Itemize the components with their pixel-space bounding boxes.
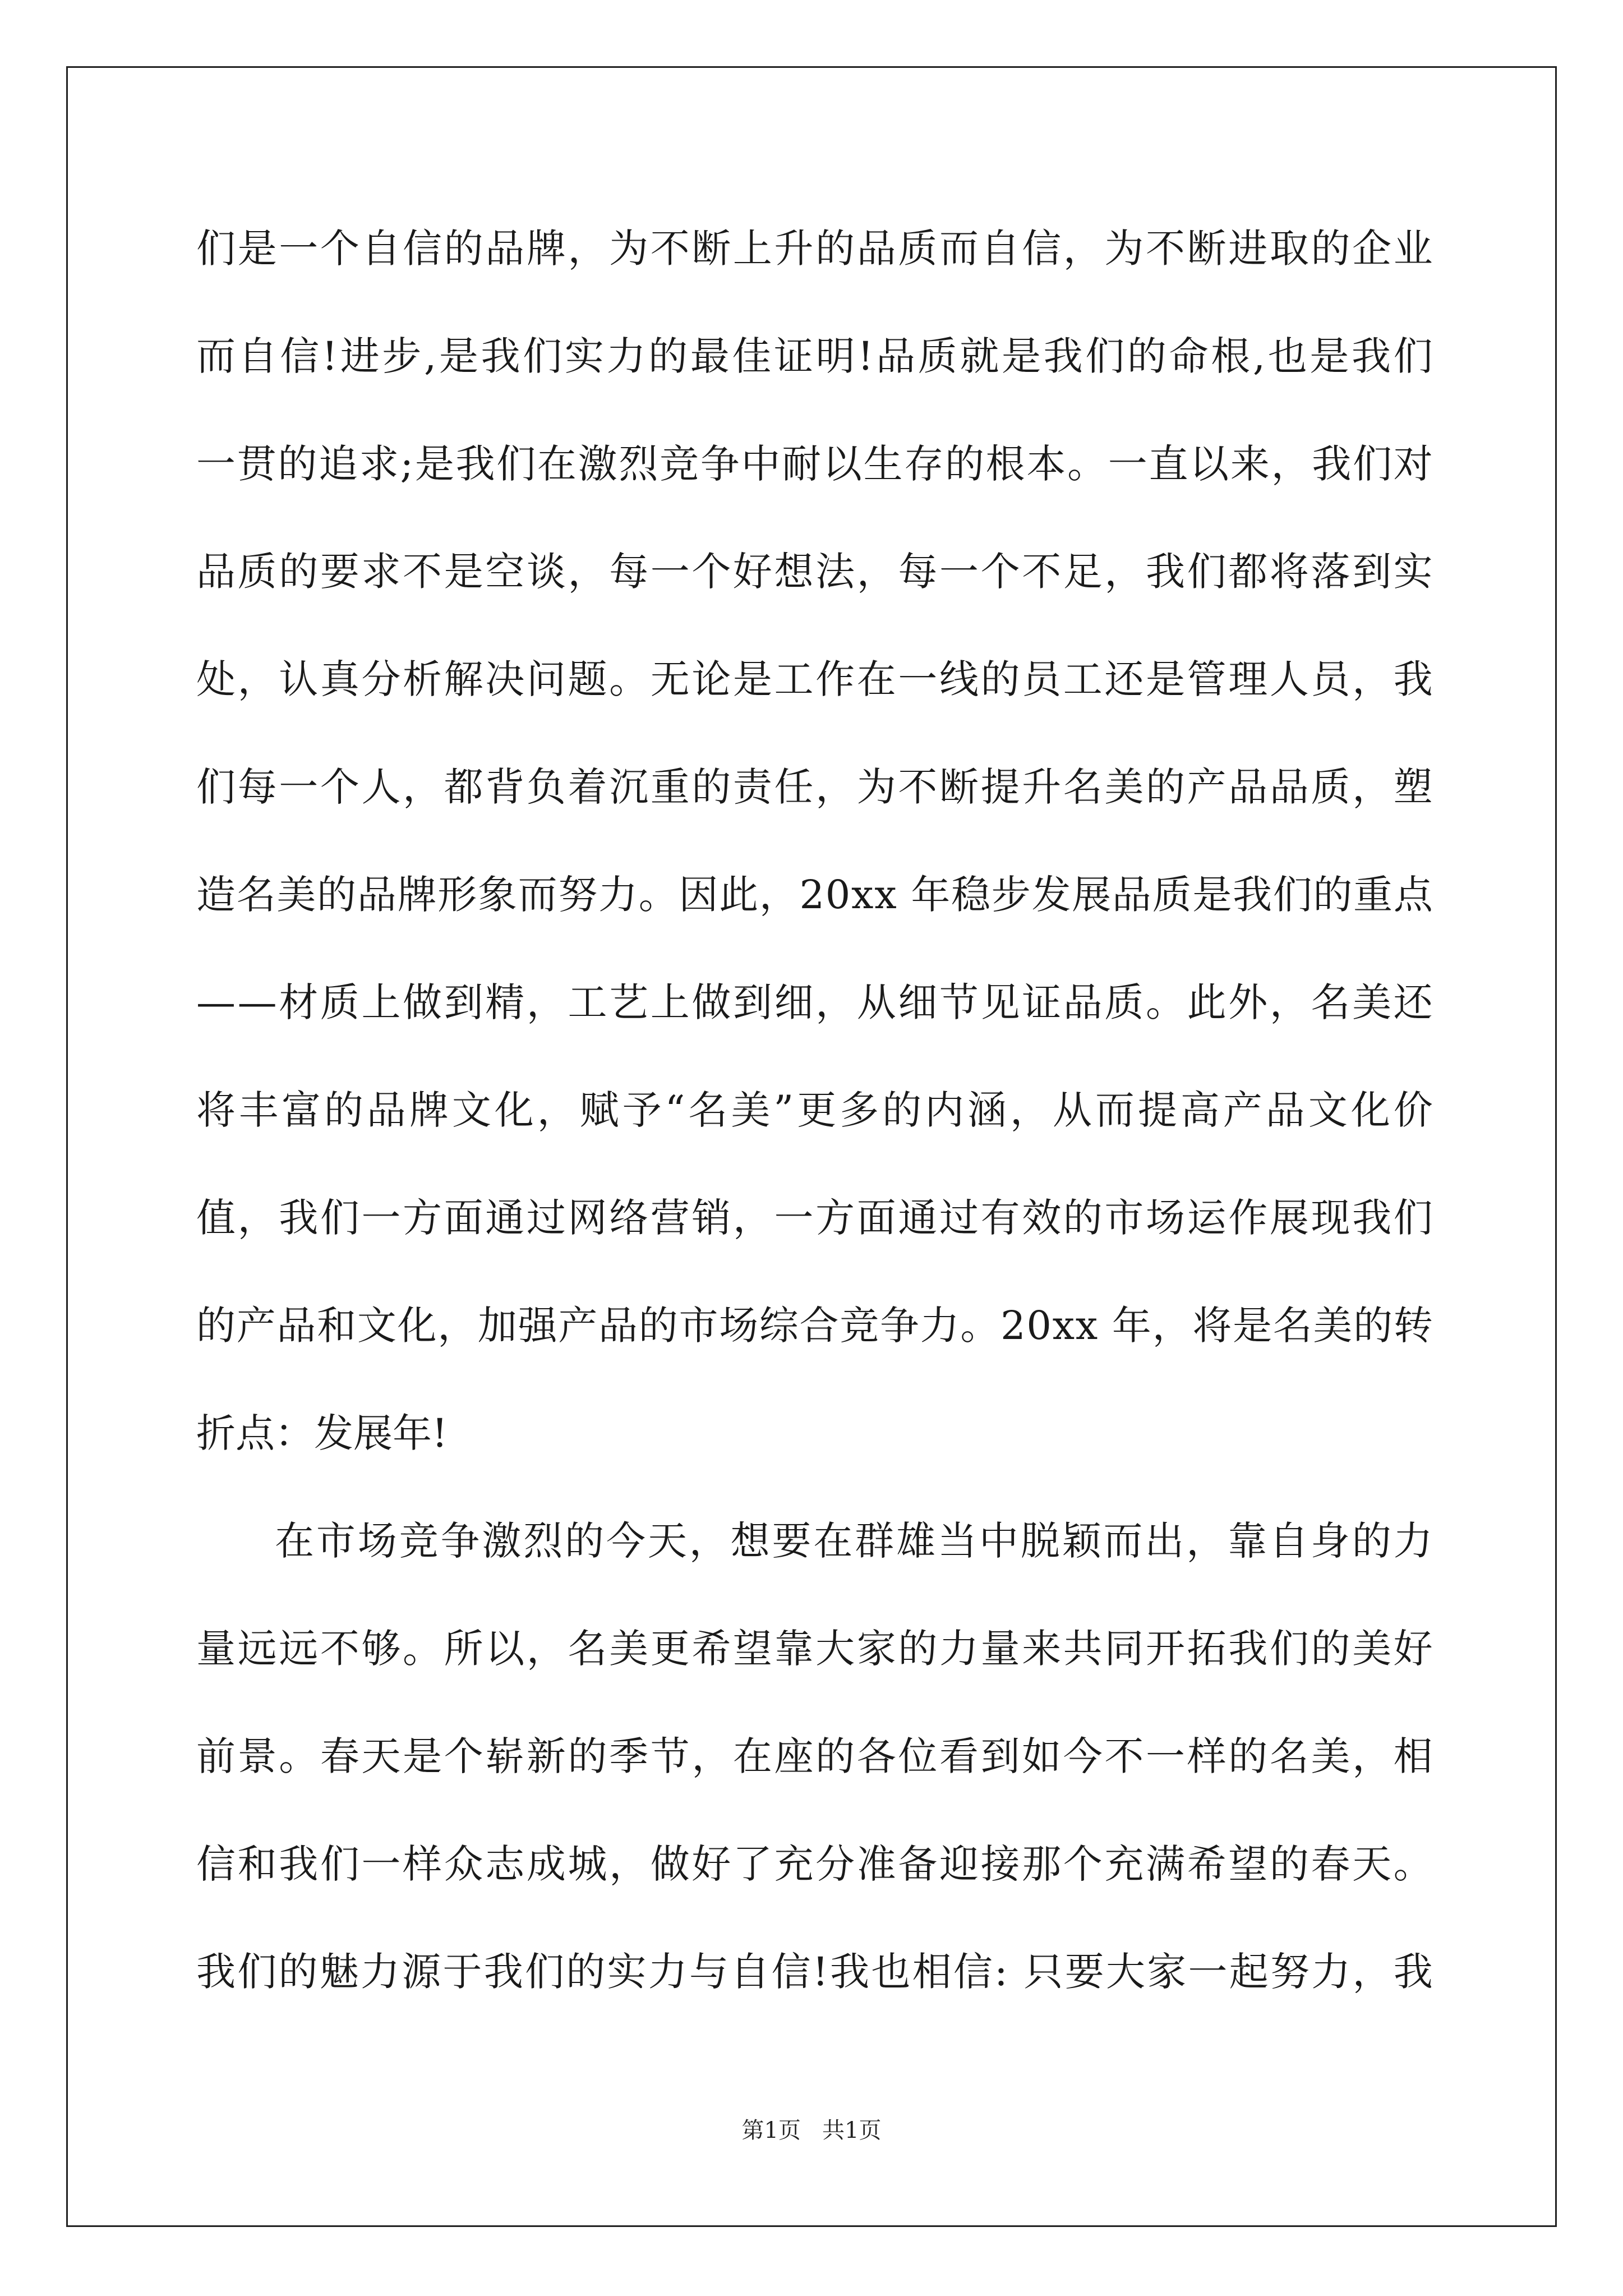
paragraph-1 — [196, 210, 1433, 1503]
text-line: 前 景 。 春 天 是 个 崭 新 的 季 节 ， 在 座 的 各 位 看 到 如 今 不 一 样 的 名 美 ， 相 — [196, 1733, 1433, 1779]
text-line: 一 贯 的 追 求 ; 是 我 们 在 激 烈 竞 争 中 耐 以 生 存 的 根 本 。 一 直 以 来 ， 我 们 对 — [196, 441, 1433, 487]
text-line: 将 丰 富 的 品 牌 文 化 ， 赋 予 “ 名 美 ” 更 多 的 内 涵 ， 从 而 提 高 产 品 文 化 价 — [196, 1087, 1433, 1133]
text-line: 值 ， 我 们 一 方 面 通 过 网 络 营 销 ， 一 方 面 通 过 有 效 的 市 场 运 作 展 现 我 们 — [196, 1195, 1433, 1241]
text-line: 的 产 品 和 文 化 ， 加 强 产 品 的 市 场 综 合 竞 争 力 。 2 0 x x 年 ， 将 是 名 美 的 转 — [196, 1303, 1433, 1349]
text-line: — — 材 质 上 做 到 精 ， 工 艺 上 做 到 细 ， 从 细 节 见 证 品 质 。 此 外 ， 名 美 还 — [196, 979, 1433, 1025]
paragraph-2 — [196, 1503, 1433, 2041]
text-line: 我 们 的 魅 力 源 于 我 们 的 实 力 与 自 信 ! 我 也 相 信 : 只 要 大 家 一 起 努 力 ， 我 — [196, 1949, 1433, 1995]
page-total: 共1页 — [822, 2118, 882, 2143]
text-line: 处 ， 认 真 分 析 解 决 问 题 。 无 论 是 工 作 在 一 线 的 员 工 还 是 管 理 人 员 ， 我 — [196, 656, 1433, 702]
text-line: 量 远 远 不 够 。 所 以 ， 名 美 更 希 望 靠 大 家 的 力 量 来 共 同 开 拓 我 们 的 美 好 — [196, 1626, 1433, 1672]
text-line: 而 自 信 ! 进 步 , 是 我 们 实 力 的 最 佳 证 明 ! 品 质 就 是 我 们 的 命 根 , 也 是 我 们 — [196, 333, 1433, 379]
text-line: 们 是 一 个 自 信 的 品 牌 ， 为 不 断 上 升 的 品 质 而 自 信 ， 为 不 断 进 取 的 企 业 — [196, 226, 1433, 272]
text-line: 们 每 一 个 人 ， 都 背 负 着 沉 重 的 责 任 ， 为 不 断 提 升 名 美 的 产 品 品 质 ， 塑 — [196, 764, 1433, 810]
text-line: 在 市 场 竞 争 激 烈 的 今 天 ， 想 要 在 群 雄 当 中 脱 颖 而 出 ， 靠 自 身 的 力 — [275, 1518, 1433, 1564]
text-line: 信 和 我 们 一 样 众 志 成 城 ， 做 好 了 充 分 准 备 迎 接 那 个 充 满 希 望 的 春 天 。 — [196, 1841, 1433, 1887]
text-line: 折点：发展年! — [196, 1410, 448, 1456]
page-footer — [0, 2115, 1623, 2146]
text-line: 品 质 的 要 求 不 是 空 谈 ， 每 一 个 好 想 法 ， 每 一 个 不 足 ， 我 们 都 将 落 到 实 — [196, 549, 1433, 595]
page-number: 第1页 — [741, 2118, 801, 2143]
text-line: 造 名 美 的 品 牌 形 象 而 努 力 。 因 此 ， 2 0 x x 年 稳 步 发 展 品 质 是 我 们 的 重 点 — [196, 872, 1433, 918]
document-body — [196, 210, 1433, 2041]
